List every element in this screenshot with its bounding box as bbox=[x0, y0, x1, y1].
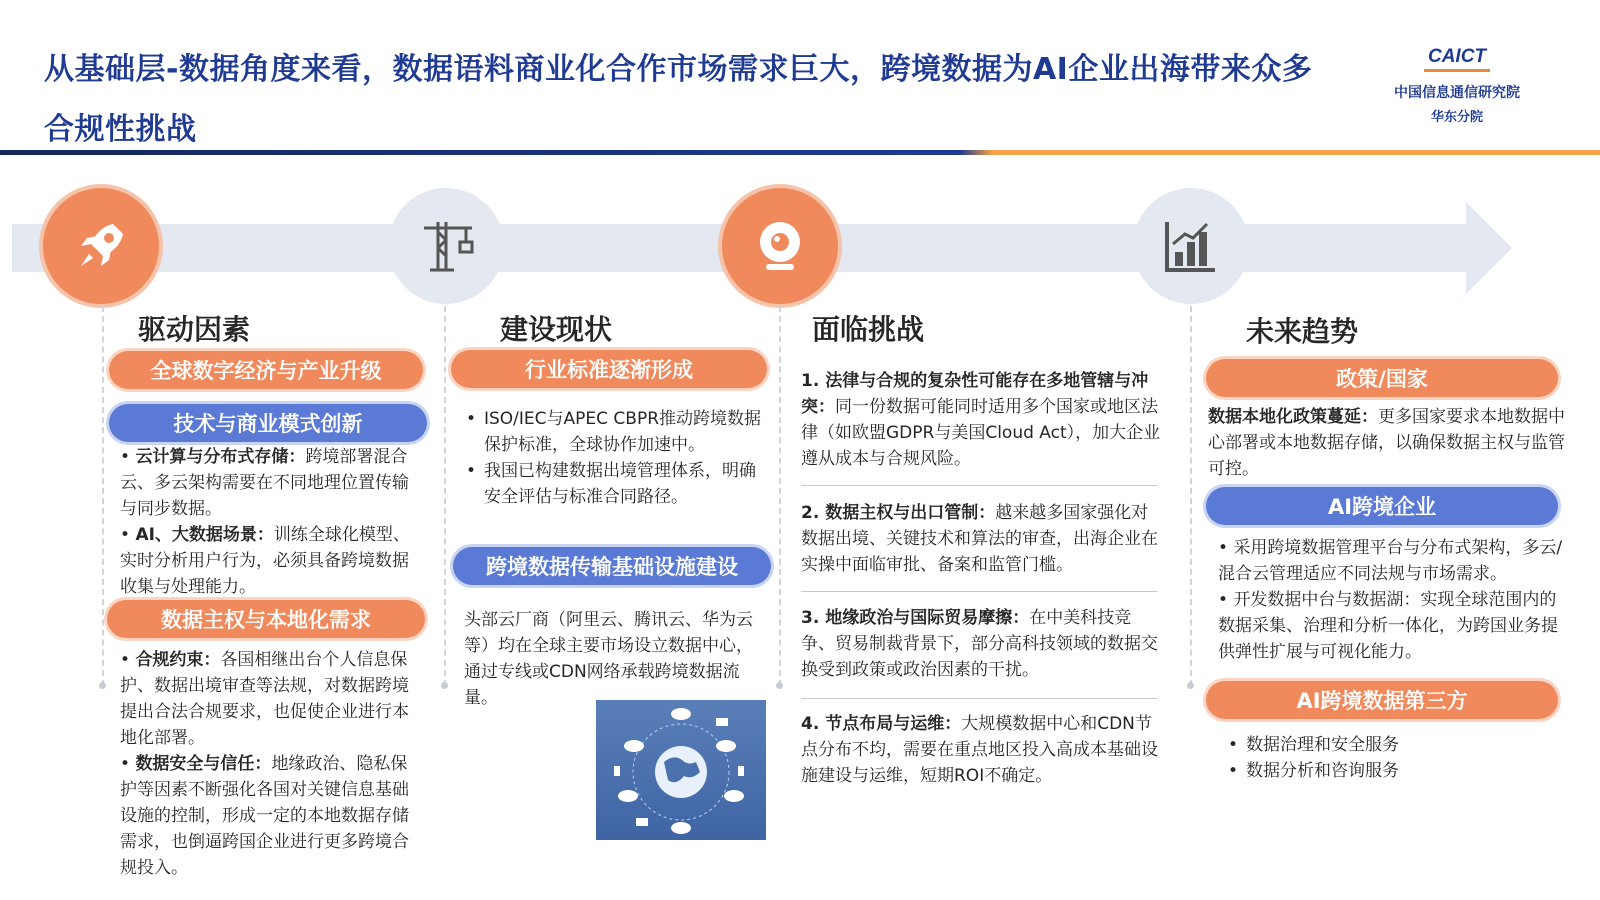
drivers-sovereignty-list bbox=[120, 647, 420, 881]
divider bbox=[801, 591, 1157, 592]
challenge-title: 1. 法律与合规的复杂性可能存在多地管辖与冲突： bbox=[801, 371, 1149, 417]
section-heading-drivers: 驱动因素 bbox=[138, 313, 251, 346]
timeline-dot bbox=[99, 682, 106, 689]
challenge-text: 大规模数据中心和CDN节点分布不均，需要在重点地区投入高成本基础设施建设与运维，短期ROI不确定。 bbox=[801, 714, 1158, 786]
timeline-connector bbox=[102, 306, 104, 686]
divider bbox=[801, 698, 1157, 699]
section-heading-trends: 未来趋势 bbox=[1246, 315, 1359, 348]
pill-global-economy: 全球数字经济与产业升级 bbox=[109, 351, 423, 389]
trend-text: 更多国家要求本地数据中心部署或本地数据存储，以确保数据主权与监管可控。 bbox=[1208, 407, 1565, 479]
challenge-text: 同一份数据可能同时适用多个国家或地区法律（如欧盟GDPR与美国Cloud Act），加大企业遵从成本与合规风险。 bbox=[801, 397, 1161, 469]
status-infrastructure-text: 头部云厂商（阿里云、腾讯云、华为云等）均在全球主要市场设立数据中心，通过专线或CDN网络承载跨境数据流量。 bbox=[464, 610, 753, 708]
pill-data-sovereignty: 数据主权与本地化需求 bbox=[107, 600, 425, 638]
bullet-bold: 云计算与分布式存储： bbox=[135, 447, 306, 467]
list-item: • 开发数据中台与数据湖：实现全球范围内的数据采集、治理和分析一体化，为跨国业务提供弹性扩展与可视化能力。 bbox=[1218, 590, 1558, 662]
bullet-bold: AI、大数据场景： bbox=[135, 525, 274, 545]
globe-network-image bbox=[596, 700, 766, 840]
bullet-text: 地缘政治、隐私保护等因素不断强化各国对关键信息基础设施的控制，形成一定的本地数据存储需求，也倒逼跨国企业进行更多跨境合规投入。 bbox=[120, 754, 409, 878]
timeline-dot bbox=[441, 682, 448, 689]
logo-caict-text: CAICT bbox=[1424, 46, 1490, 72]
bullet-text: 训练全球化模型、实时分析用户行为，必须具备跨境数据收集与处理能力。 bbox=[120, 525, 410, 597]
bullet-text: 跨境部署混合云、多云架构需要在不同地理位置传输与同步数据。 bbox=[120, 447, 409, 519]
list-item: • 数据治理和安全服务 bbox=[1246, 732, 1564, 758]
timeline-dot bbox=[776, 682, 783, 689]
pill-tech-innovation: 技术与商业模式创新 bbox=[109, 404, 427, 442]
status-standards-list bbox=[462, 406, 762, 510]
divider bbox=[801, 485, 1157, 486]
challenge-item-4 bbox=[801, 711, 1161, 789]
list-item: • ISO/IEC与APEC CBPR推动跨境数据保护标准，全球协作加速中。 bbox=[484, 406, 762, 458]
list-item: • 云计算与分布式存储：跨境部署混合云、多云架构需要在不同地理位置传输与同步数据。 bbox=[120, 447, 409, 519]
bullet-bold: 数据安全与信任： bbox=[135, 754, 272, 774]
rocket-icon bbox=[43, 188, 159, 304]
timeline-connector bbox=[1190, 306, 1192, 686]
list-item-text: 开发数据中台与数据湖：实现全球范围内的数据采集、治理和分析一体化，为跨国业务提供弹性扩展与可视化能力。 bbox=[1218, 590, 1558, 662]
webcam-icon bbox=[722, 188, 838, 304]
page-title: 从基础层-数据角度来看，数据语料商业化合作市场需求巨大，跨境数据为AI企业出海带来众多合规性挑战 bbox=[44, 52, 1313, 147]
trend-policy-text bbox=[1208, 404, 1568, 482]
timeline-arrowhead bbox=[1466, 202, 1512, 294]
caict-logo bbox=[1362, 46, 1552, 125]
challenge-text: 在中美科技竞争、贸易制裁背景下，部分高科技领域的数据交换受到政策或政治因素的干扰。 bbox=[801, 608, 1158, 680]
header-rule bbox=[0, 150, 1600, 155]
timeline-connector bbox=[779, 306, 781, 686]
pill-third-party: AI跨境数据第三方 bbox=[1206, 681, 1558, 719]
list-item: • 我国已构建数据出境管理体系，明确安全评估与标准合同路径。 bbox=[484, 458, 762, 510]
challenge-text: 越来越多国家强化对数据出境、关键技术和算法的审查，出海企业在实操中面临审批、备案和监管门槛。 bbox=[801, 503, 1158, 575]
challenge-item-2 bbox=[801, 500, 1161, 578]
section-heading-challenges: 面临挑战 bbox=[812, 313, 925, 346]
pill-infrastructure: 跨境数据传输基础设施建设 bbox=[453, 547, 771, 585]
timeline-dot bbox=[1187, 682, 1194, 689]
trend-third-party-list bbox=[1224, 732, 1564, 784]
drivers-tech-list bbox=[120, 444, 420, 600]
challenge-title: 3. 地缘政治与国际贸易摩擦： bbox=[801, 608, 1030, 628]
logo-branch: 华东分院 bbox=[1430, 110, 1483, 125]
bullet-bold: 合规约束： bbox=[135, 650, 221, 670]
bar-chart-icon bbox=[1133, 188, 1249, 304]
list-item: • AI、大数据场景：训练全球化模型、实时分析用户行为，必须具备跨境数据收集与处理能力。 bbox=[120, 525, 410, 597]
challenge-title: 2. 数据主权与出口管制： bbox=[801, 503, 996, 523]
pill-ai-enterprise: AI跨境企业 bbox=[1206, 487, 1558, 525]
section-heading-status: 建设现状 bbox=[500, 313, 613, 346]
challenge-item-3 bbox=[801, 605, 1161, 683]
list-item: • 采用跨境数据管理平台与分布式架构，多云/混合云管理适应不同法规与市场需求。 bbox=[1218, 538, 1563, 584]
trend-bold: 数据本地化政策蔓延： bbox=[1208, 407, 1378, 427]
trend-enterprise-list bbox=[1218, 535, 1568, 665]
crane-icon bbox=[388, 188, 504, 304]
list-item: • 合规约束：各国相继出台个人信息保护、数据出境审查等法规，对数据跨境提出合法合规要求，也促使企业进行本地化部署。 bbox=[120, 650, 409, 748]
bullet-text: 各国相继出台个人信息保护、数据出境审查等法规，对数据跨境提出合法合规要求，也促使企业进行本地化部署。 bbox=[120, 650, 409, 748]
pill-policy-country: 政策/国家 bbox=[1206, 359, 1558, 397]
list-item-text: 采用跨境数据管理平台与分布式架构，多云/混合云管理适应不同法规与市场需求。 bbox=[1218, 538, 1563, 584]
timeline-connector bbox=[444, 306, 446, 686]
challenge-item-1 bbox=[801, 368, 1161, 472]
logo-institute: 中国信息通信研究院 bbox=[1394, 85, 1520, 101]
list-item: • 数据安全与信任：地缘政治、隐私保护等因素不断强化各国对关键信息基础设施的控制，形成一定的本地数据存储需求，也倒逼跨国企业进行更多跨境合规投入。 bbox=[120, 754, 409, 878]
challenge-title: 4. 节点布局与运维： bbox=[801, 714, 962, 734]
list-item: • 数据分析和咨询服务 bbox=[1246, 758, 1564, 784]
pill-industry-standards: 行业标准逐渐形成 bbox=[451, 350, 767, 388]
